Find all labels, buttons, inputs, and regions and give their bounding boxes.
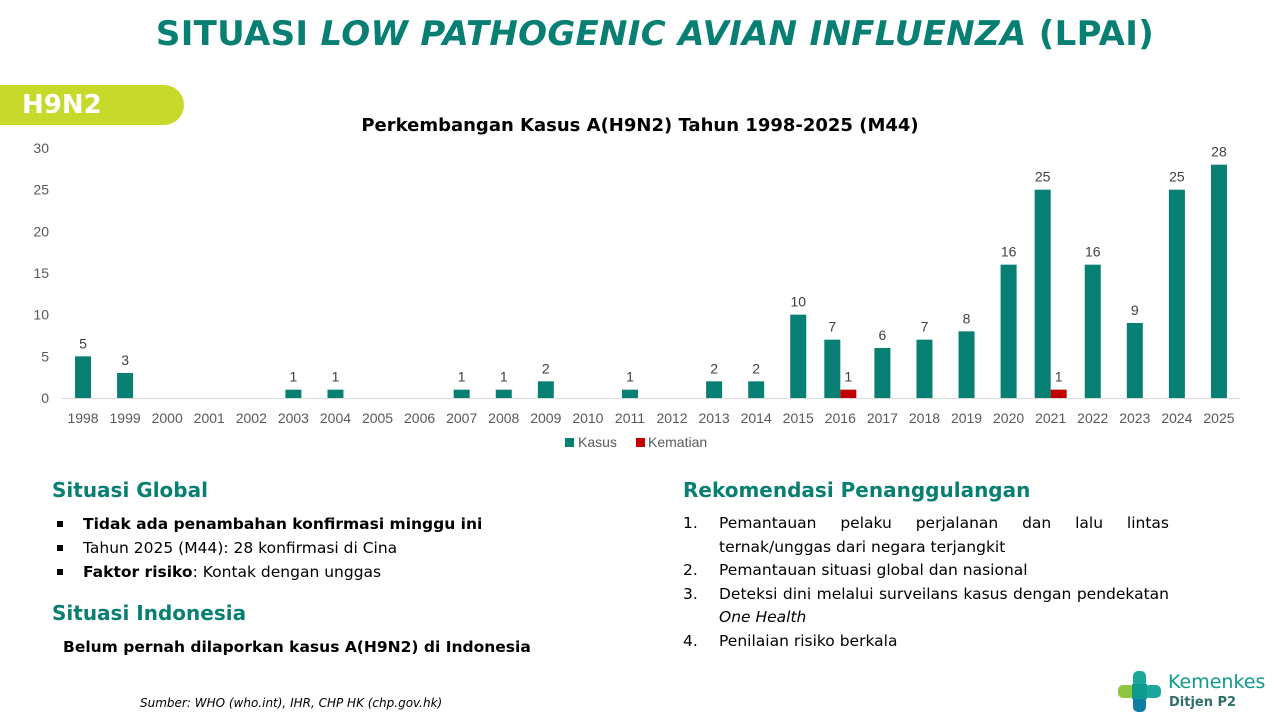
- x-tick-label: 2006: [404, 410, 436, 426]
- reco-text-italic: One Health: [719, 608, 807, 626]
- x-tick-label: 2020: [993, 410, 1025, 426]
- title-part-2: LOW PATHOGENIC AVIAN INFLUENZA: [320, 14, 1027, 54]
- bar-kasus-2007: [454, 390, 470, 398]
- bar-kasus-2024: [1169, 190, 1185, 398]
- x-tick-label: 2008: [488, 410, 520, 426]
- title-part-1: SITUASI: [155, 14, 321, 54]
- x-tick-label: 2005: [361, 410, 394, 426]
- bar-kasus-2015: [790, 315, 806, 398]
- x-tick-label: 2015: [782, 410, 814, 426]
- reco-num: 3.: [683, 584, 698, 603]
- bar-kasus-2004: [327, 390, 343, 398]
- x-tick-label: 2025: [1203, 410, 1235, 426]
- bar-kasus-1998: [75, 356, 91, 398]
- list-item: [683, 630, 1169, 654]
- y-tick-label: 15: [33, 265, 49, 281]
- list-item: [683, 559, 1169, 583]
- data-label-kasus-2014: 2: [752, 360, 761, 377]
- title-part-3: (LPAI): [1026, 14, 1155, 54]
- bar-kasus-2011: [622, 390, 638, 398]
- reco-num: 2.: [683, 561, 698, 579]
- y-tick-label: 25: [33, 181, 49, 198]
- x-tick-label: 2023: [1119, 410, 1151, 426]
- x-tick-label: 2021: [1035, 410, 1067, 426]
- data-label-kasus-2020: 16: [1000, 243, 1017, 260]
- reco-text: Pemantauan pelaku perjalanan dan lalu lintas ternak/unggas dari negara terjangkit: [719, 514, 1169, 556]
- reco-text-wrap: [719, 583, 1169, 630]
- bar-kasus-2017: [874, 348, 890, 398]
- bar-kasus-2016: [824, 340, 840, 398]
- bar-kasus-1999: [117, 373, 133, 398]
- y-tick-label: 5: [41, 348, 49, 365]
- x-tick-label: 2018: [908, 410, 941, 426]
- bar-kasus-2018: [916, 340, 932, 398]
- data-label-kasus-2023: 9: [1130, 302, 1139, 318]
- list-item: [55, 560, 482, 584]
- x-tick-label: 2010: [572, 410, 604, 426]
- x-tick-label: 2011: [614, 410, 646, 426]
- data-label-kasus-2021: 25: [1034, 168, 1051, 185]
- bar-kasus-2022: [1085, 265, 1101, 398]
- kemenkes-logo: [1116, 667, 1276, 715]
- reco-num: 1.: [683, 514, 698, 532]
- bar-kasus-2009: [538, 381, 554, 398]
- data-label-kasus-2025: 28: [1211, 143, 1227, 160]
- list-item: [683, 583, 1169, 630]
- data-label-kasus-2016: 7: [828, 318, 837, 335]
- x-tick-label: 2007: [446, 410, 478, 426]
- bar-kasus-2021: [1035, 190, 1051, 398]
- recommendations-heading: Rekomendasi Penanggulangan: [683, 478, 1031, 502]
- y-tick-label: 0: [41, 390, 49, 406]
- x-tick-label: 2000: [151, 410, 183, 426]
- global-item-2: Tahun 2025 (M44): 28 konfirmasi di Cina: [83, 539, 398, 557]
- bar-kasus-2025: [1211, 165, 1227, 398]
- data-label-kasus-2003: 1: [289, 368, 298, 385]
- y-tick-label: 10: [33, 306, 49, 323]
- recommendations-list: [683, 512, 1169, 653]
- data-label-kasus-2015: 10: [790, 293, 807, 310]
- bar-kasus-2008: [496, 390, 512, 398]
- data-label-kasus-2017: 6: [878, 327, 887, 343]
- data-label-kasus-2007: 1: [457, 368, 466, 385]
- kemenkes-cross-icon: [1116, 667, 1164, 715]
- global-item-1: Tidak ada penambahan konfirmasi minggu ini: [83, 515, 483, 533]
- bar-kasus-2003: [285, 390, 301, 398]
- data-label-kasus-2018: 7: [920, 318, 929, 335]
- data-label-kematian-2016: 1: [844, 368, 853, 385]
- global-item-3-text: : Kontak dengan unggas: [192, 563, 382, 581]
- data-label-kasus-2022: 16: [1084, 243, 1101, 260]
- x-tick-label: 2013: [698, 410, 730, 426]
- y-tick-label: 30: [33, 140, 49, 156]
- bar-kasus-2013: [706, 381, 722, 398]
- x-tick-label: 2009: [530, 410, 562, 426]
- legend-swatch-kematian: [636, 438, 645, 447]
- global-heading: Situasi Global: [52, 478, 208, 502]
- reco-num: 4.: [683, 631, 698, 650]
- logo-subtitle: Ditjen P2: [1169, 695, 1237, 710]
- data-label-kasus-2011: 1: [626, 368, 634, 385]
- virus-tab-h9n2: H9N2: [0, 85, 184, 125]
- x-tick-label: 2004: [319, 410, 352, 426]
- legend-label-kasus: Kasus: [578, 434, 617, 450]
- global-item-3-label: Faktor risiko: [83, 563, 193, 581]
- logo-name: Kemenkes: [1168, 671, 1266, 693]
- data-label-kasus-1998: 5: [79, 335, 87, 352]
- bar-kasus-2014: [748, 381, 764, 398]
- x-tick-label: 2014: [740, 410, 772, 426]
- indonesia-heading: Situasi Indonesia: [52, 601, 247, 625]
- x-tick-label: 1999: [109, 410, 141, 426]
- reco-text: Deteksi dini melalui surveilans kasus dengan pendekatan: [719, 584, 1169, 603]
- x-tick-label: 2002: [235, 410, 267, 426]
- reco-text: Pemantauan situasi global dan nasional: [719, 561, 1028, 579]
- x-tick-label: 2022: [1077, 410, 1109, 426]
- x-tick-label: 2019: [950, 410, 983, 426]
- x-tick-label: 2012: [656, 410, 688, 426]
- indonesia-text: Belum pernah dilaporkan kasus A(H9N2) di Indonesia: [63, 638, 531, 656]
- data-label-kematian-2021: 1: [1054, 368, 1063, 385]
- reco-text: Penilaian risiko berkala: [719, 631, 898, 650]
- x-tick-label: 2024: [1161, 410, 1193, 426]
- data-label-kasus-2024: 25: [1169, 168, 1185, 185]
- data-label-kasus-2013: 2: [710, 360, 719, 377]
- data-label-kasus-2004: 1: [331, 368, 340, 385]
- x-tick-label: 2016: [824, 410, 856, 426]
- legend-label-kematian: Kematian: [648, 434, 708, 450]
- x-tick-label: 1998: [67, 410, 99, 426]
- data-label-kasus-2009: 2: [541, 360, 550, 377]
- bar-chart: [0, 135, 1280, 465]
- bar-kematian-2016: [840, 390, 856, 398]
- list-item: [683, 512, 1169, 559]
- page-title: [0, 14, 1280, 54]
- global-situation-list: [55, 512, 482, 584]
- x-tick-label: 2003: [277, 410, 309, 426]
- bar-kasus-2019: [959, 331, 975, 398]
- source-note: Sumber: WHO (who.int), IHR, CHP HK (chp.gov.hk): [140, 696, 443, 710]
- x-tick-label: 2001: [193, 410, 225, 426]
- list-item: [55, 536, 482, 560]
- x-tick-label: 2017: [866, 410, 898, 426]
- data-label-kasus-2008: 1: [499, 368, 508, 385]
- bar-kematian-2021: [1051, 390, 1067, 398]
- bar-kasus-2020: [1001, 265, 1017, 398]
- bar-kasus-2023: [1127, 323, 1143, 398]
- legend-swatch-kasus: [565, 438, 574, 447]
- data-label-kasus-1999: 3: [121, 352, 130, 368]
- list-item: [55, 512, 482, 536]
- y-tick-label: 20: [33, 223, 49, 240]
- chart-title: Perkembangan Kasus A(H9N2) Tahun 1998-2025 (M44): [361, 115, 919, 136]
- data-label-kasus-2019: 8: [962, 310, 971, 327]
